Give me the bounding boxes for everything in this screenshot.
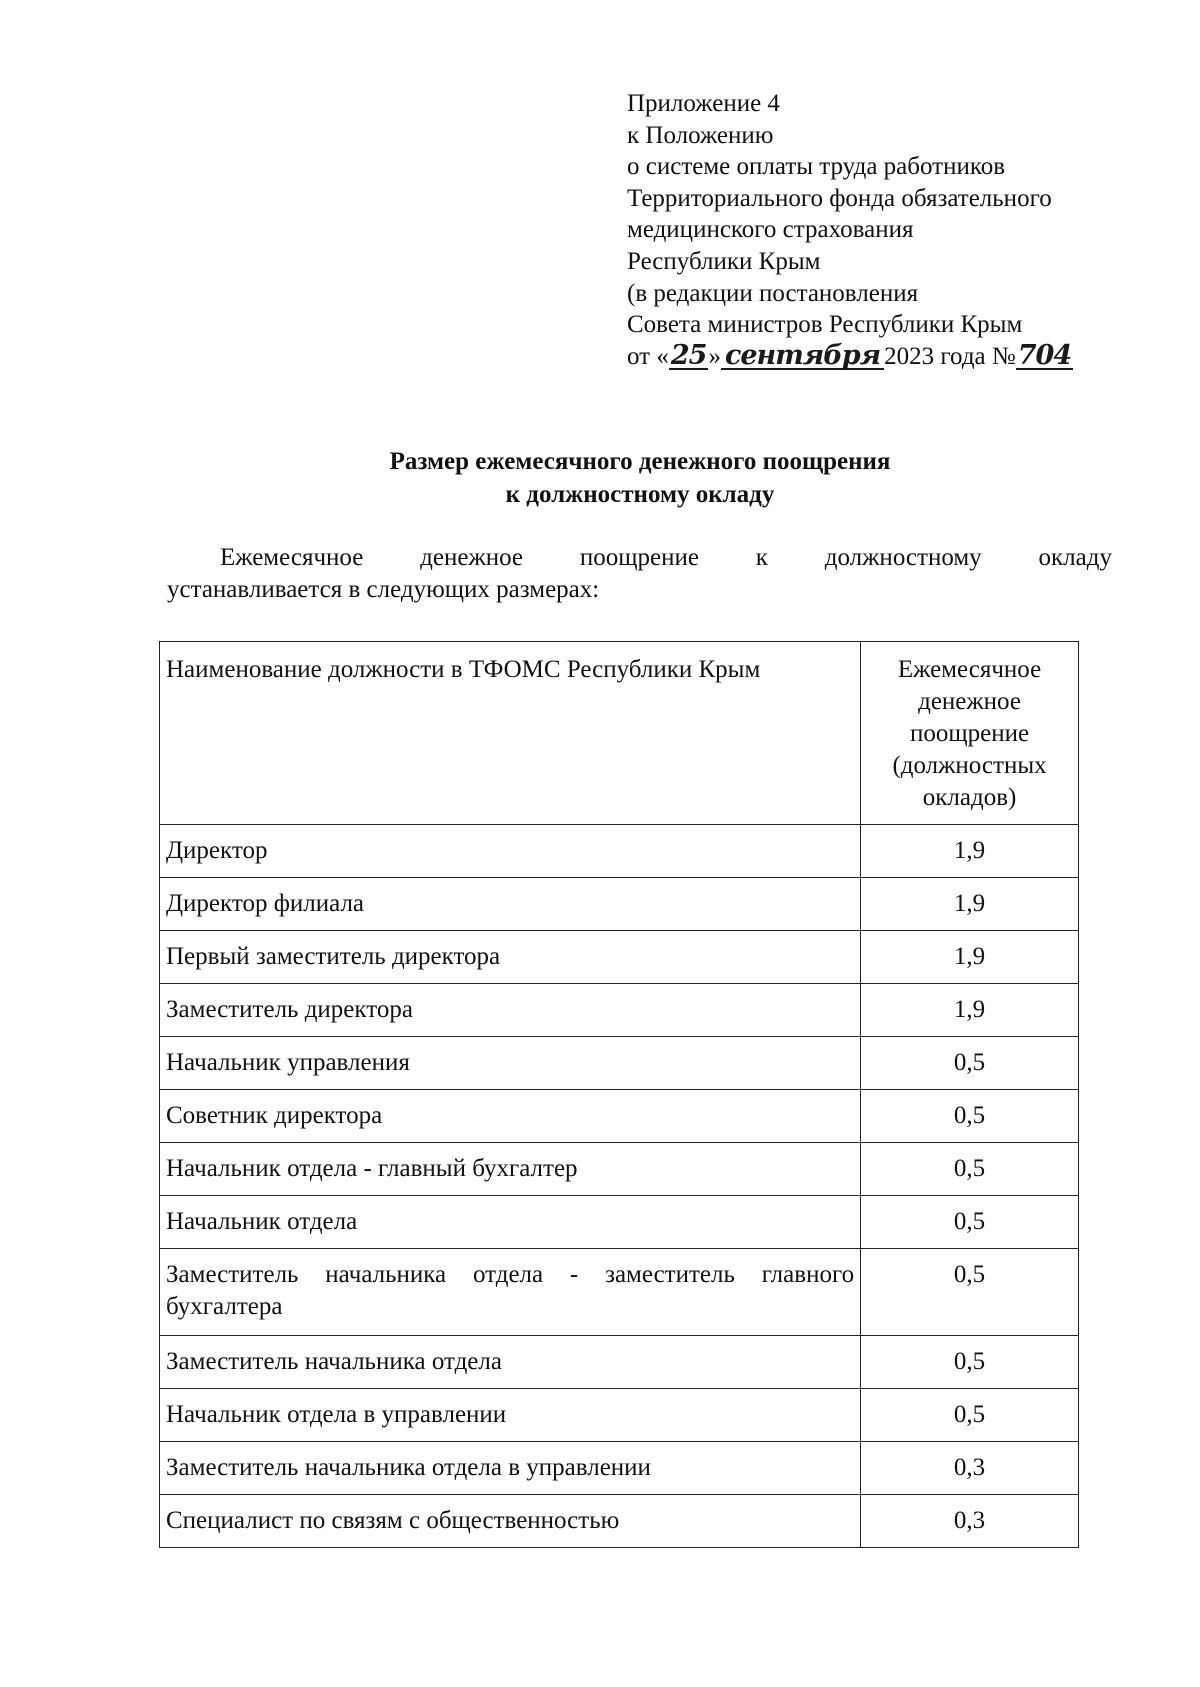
table-row <box>160 1336 1079 1389</box>
position-name: Заместитель начальника отдела - заместитель главного бухгалтера <box>160 1249 861 1336</box>
document-title <box>0 445 1200 511</box>
position-name: Директор филиала <box>160 878 861 931</box>
table-row <box>160 1249 1079 1336</box>
header-value-line: (должностных <box>892 752 1047 779</box>
bonus-value: 0,5 <box>861 1143 1079 1196</box>
bonus-value: 0,3 <box>861 1442 1079 1495</box>
table-row <box>160 931 1079 984</box>
table-header-row <box>160 642 1079 825</box>
handwritten-month: сентября <box>721 344 884 370</box>
annex-line: Совета министров Республики Крым <box>627 311 1023 339</box>
date-close-quote: » <box>708 342 721 370</box>
table-row <box>160 1389 1079 1442</box>
table-row <box>160 1196 1079 1249</box>
bonus-value: 1,9 <box>861 878 1079 931</box>
bonus-value: 1,9 <box>861 931 1079 984</box>
annex-header <box>627 88 1147 372</box>
position-name: Директор <box>160 825 861 878</box>
table-row <box>160 1090 1079 1143</box>
annex-line: медицинского страхования <box>627 216 914 244</box>
intro-word: Ежемесячное <box>220 544 364 571</box>
table-row <box>160 1037 1079 1090</box>
bonus-value: 0,5 <box>861 1196 1079 1249</box>
bonus-value: 1,9 <box>861 825 1079 878</box>
bonus-value: 0,5 <box>861 1389 1079 1442</box>
position-name: Первый заместитель директора <box>160 931 861 984</box>
handwritten-resolution-number: 704 <box>1017 339 1072 371</box>
table-row <box>160 1495 1079 1548</box>
position-name: Начальник отдела - главный бухгалтер <box>160 1143 861 1196</box>
table-row <box>160 1143 1079 1196</box>
header-bonus-value <box>861 642 1079 825</box>
intro-paragraph <box>167 542 1112 606</box>
intro-line-1 <box>167 542 1112 574</box>
intro-word: денежное <box>420 544 524 571</box>
annex-line: о системе оплаты труда работников <box>627 153 1006 181</box>
table-row <box>160 1442 1079 1495</box>
table-row <box>160 878 1079 931</box>
date-year: 2023 года № <box>884 342 1016 370</box>
position-name: Начальник отдела в управлении <box>160 1389 861 1442</box>
bonus-value: 0,5 <box>861 1037 1079 1090</box>
date-prefix: от « <box>627 342 669 370</box>
annex-line: к Положению <box>627 121 774 149</box>
header-value-line: денежное <box>918 688 1021 715</box>
title-line-2: к должностному окладу <box>505 481 775 508</box>
table-row <box>160 825 1079 878</box>
header-value-line: Ежемесячное <box>897 656 1042 683</box>
handwritten-day: 25 <box>670 339 707 371</box>
intro-word: поощрение <box>579 544 699 571</box>
annex-line: (в редакции постановления <box>627 279 919 307</box>
title-line-1: Размер ежемесячного денежного поощрения <box>389 448 891 475</box>
position-name: Начальник управления <box>160 1037 861 1090</box>
bonus-value: 0,5 <box>861 1336 1079 1389</box>
header-position-name: Наименование должности в ТФОМС Республики Крым <box>160 642 861 825</box>
position-name: Заместитель директора <box>160 984 861 1037</box>
resolution-date-line <box>627 341 1147 373</box>
table-row <box>160 984 1079 1037</box>
bonus-value: 1,9 <box>861 984 1079 1037</box>
bonus-value: 0,5 <box>861 1249 1079 1336</box>
position-name: Начальник отдела <box>160 1196 861 1249</box>
position-name: Заместитель начальника отдела <box>160 1336 861 1389</box>
intro-line-2: устанавливается в следующих размерах: <box>167 576 600 603</box>
annex-line: Республики Крым <box>627 247 821 275</box>
bonus-table <box>159 641 1079 1548</box>
intro-word: к <box>755 544 768 571</box>
bonus-value: 0,5 <box>861 1090 1079 1143</box>
intro-word: окладу <box>1038 544 1112 571</box>
position-name: Заместитель начальника отдела в управлении <box>160 1442 861 1495</box>
header-value-line: поощрение <box>909 720 1030 747</box>
header-value-line: окладов) <box>922 784 1017 811</box>
annex-line: Территориального фонда обязательного <box>627 184 1052 212</box>
position-name: Советник директора <box>160 1090 861 1143</box>
annex-line: Приложение 4 <box>627 90 780 117</box>
intro-word: должностному <box>824 544 982 571</box>
position-name: Специалист по связям с общественностью <box>160 1495 861 1548</box>
bonus-value: 0,3 <box>861 1495 1079 1548</box>
